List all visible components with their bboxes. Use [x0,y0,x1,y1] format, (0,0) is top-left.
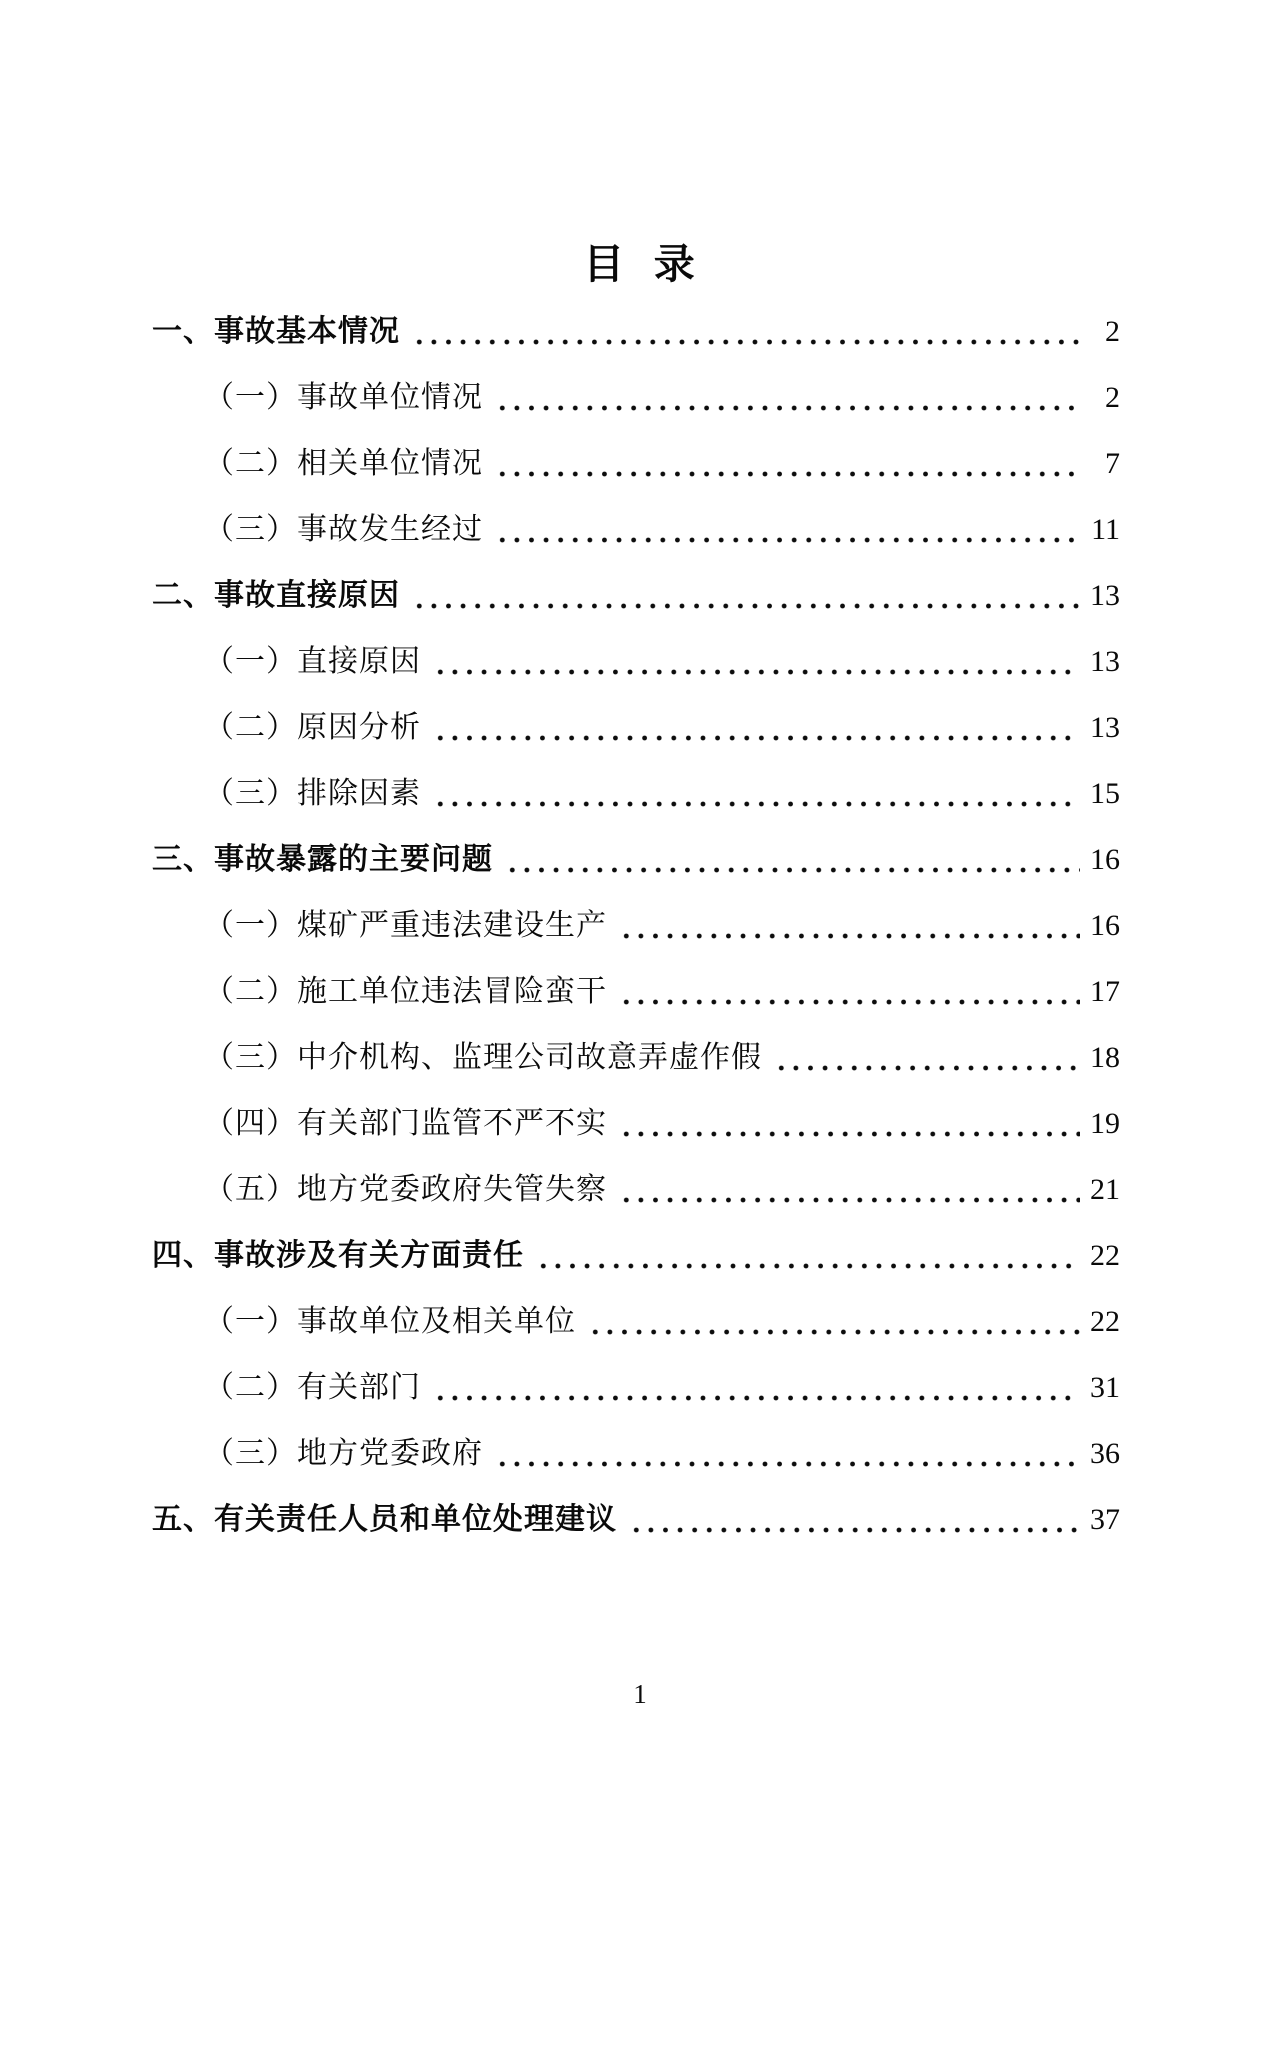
toc-entry-page: 36 [1090,1437,1120,1470]
toc-entry [152,431,1120,497]
toc-entry-label: 五、有关责任人员和单位处理建议 [152,1503,617,1536]
toc-entry-label: （三）中介机构、监理公司故意弄虚作假 [204,1041,762,1074]
dot-leader [431,1394,1080,1402]
toc-entry-page: 16 [1090,843,1120,876]
toc-entry-page: 17 [1090,975,1120,1008]
toc-entry-label: （一）煤矿严重违法建设生产 [204,909,607,942]
toc-entry [152,1091,1120,1157]
dot-leader [431,668,1080,676]
dot-leader [617,932,1080,940]
toc-entry-label: （二）有关部门 [204,1371,421,1404]
dot-leader [493,404,1080,412]
toc-entry-page: 15 [1090,777,1120,810]
toc-entry [152,827,1120,893]
toc-entry-page: 13 [1090,579,1120,612]
toc-entry-label: （一）直接原因 [204,645,421,678]
toc-entry [152,893,1120,959]
toc-entry [152,299,1120,365]
toc-entry [152,365,1120,431]
toc-entry [152,959,1120,1025]
dot-leader [431,734,1080,742]
toc-entry-label: （三）事故发生经过 [204,513,483,546]
page-footer [0,1679,1280,1710]
toc-entry-label: （三）地方党委政府 [204,1437,483,1470]
toc-entry-page: 18 [1090,1041,1120,1074]
toc-entry-page: 22 [1090,1239,1120,1272]
toc-entry-label: （二）原因分析 [204,711,421,744]
toc-entry-page: 13 [1090,645,1120,678]
dot-leader [586,1328,1080,1336]
toc-entry-label: （三）排除因素 [204,777,421,810]
toc-entry-page: 7 [1105,447,1120,480]
toc-entry-page: 37 [1090,1503,1120,1536]
toc-entry [152,695,1120,761]
toc-entry [152,1487,1120,1553]
toc-entry-page: 22 [1090,1305,1120,1338]
toc-entry-page: 16 [1090,909,1120,942]
toc-entry [152,1157,1120,1223]
toc-entry-label: 三、事故暴露的主要问题 [152,843,493,876]
dot-leader [503,866,1080,874]
toc-entry-page: 11 [1091,513,1120,546]
toc-entry [152,1421,1120,1487]
toc-entry [152,1223,1120,1289]
dot-leader [493,1460,1080,1468]
dot-leader [493,470,1080,478]
dot-leader [493,536,1080,544]
toc-entry-label: （一）事故单位及相关单位 [204,1305,576,1338]
toc-entry-label: 二、事故直接原因 [152,579,400,612]
toc-entry-label: 四、事故涉及有关方面责任 [152,1239,524,1272]
toc-entry-page: 31 [1090,1371,1120,1404]
toc-entry-label: （四）有关部门监管不严不实 [204,1107,607,1140]
toc-entry [152,1025,1120,1091]
toc-entry [152,497,1120,563]
toc-entry-label: （二）相关单位情况 [204,447,483,480]
dot-leader [410,338,1080,346]
toc-entry [152,1355,1120,1421]
footer-page-number: 1 [633,1679,647,1709]
toc-entry-label: 一、事故基本情况 [152,315,400,348]
dot-leader [617,998,1080,1006]
dot-leader [617,1130,1080,1138]
toc-entry-label: （二）施工单位违法冒险蛮干 [204,975,607,1008]
page-title: 目 录 [583,241,697,287]
toc-entry-page: 2 [1105,315,1120,348]
toc-entry-page: 21 [1090,1173,1120,1206]
toc-entry [152,563,1120,629]
dot-leader [410,602,1080,610]
toc-list [152,299,1120,1553]
toc-entry-label: （五）地方党委政府失管失察 [204,1173,607,1206]
toc-entry [152,761,1120,827]
toc-entry-page: 2 [1105,381,1120,414]
dot-leader [617,1196,1080,1204]
toc-entry [152,1289,1120,1355]
toc-entry-page: 13 [1090,711,1120,744]
dot-leader [431,800,1080,808]
toc-entry-page: 19 [1090,1107,1120,1140]
toc-entry-label: （一）事故单位情况 [204,381,483,414]
dot-leader [772,1064,1080,1072]
toc-entry [152,629,1120,695]
document-page [0,243,1280,2052]
dot-leader [534,1262,1080,1270]
dot-leader [627,1526,1080,1534]
